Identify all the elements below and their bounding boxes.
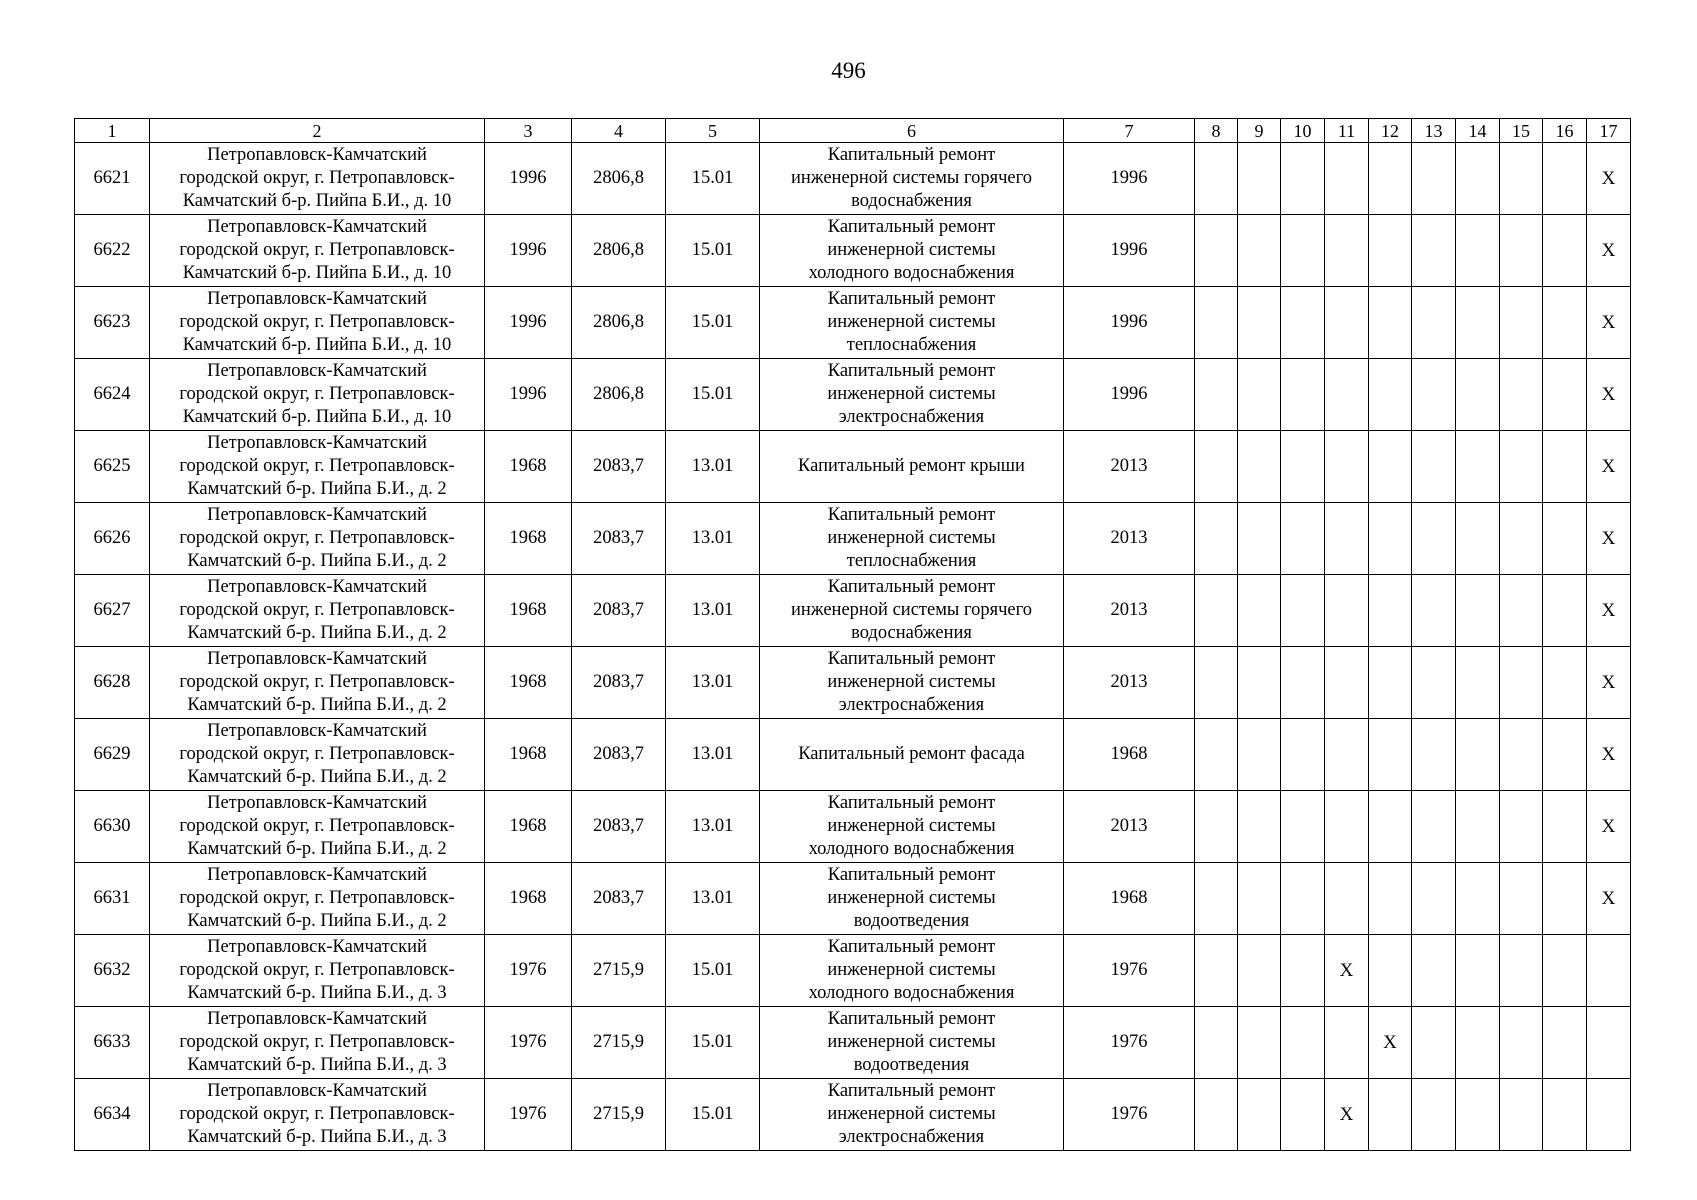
row-number: 6627 bbox=[75, 575, 150, 647]
mark-cell-col-13 bbox=[1412, 575, 1456, 647]
mark-cell-col-13 bbox=[1412, 503, 1456, 575]
address-cell: Петропавловск-Камчатский городской округ, г. Петропавловск- Камчатский б-р. Пийпа Б.И., д. 2 bbox=[150, 575, 485, 647]
table-row bbox=[75, 431, 1631, 503]
mark-cell-col-8 bbox=[1195, 503, 1238, 575]
table-row bbox=[75, 647, 1631, 719]
mark-cell-col-16 bbox=[1543, 1079, 1587, 1151]
table-row bbox=[75, 863, 1631, 935]
mark-cell-col-16 bbox=[1543, 215, 1587, 287]
address-cell: Петропавловск-Камчатский городской округ, г. Петропавловск- Камчатский б-р. Пийпа Б.И., д. 10 bbox=[150, 359, 485, 431]
mark-cell-col-14 bbox=[1456, 287, 1500, 359]
table-row bbox=[75, 287, 1631, 359]
mark-cell-col-11 bbox=[1325, 791, 1369, 863]
address-cell: Петропавловск-Камчатский городской округ, г. Петропавловск- Камчатский б-р. Пийпа Б.И., д. 3 bbox=[150, 935, 485, 1007]
work-code-cell: 15.01 bbox=[666, 359, 760, 431]
mark-cell-col-16 bbox=[1543, 647, 1587, 719]
work-code-cell: 13.01 bbox=[666, 503, 760, 575]
mark-cell-col-8 bbox=[1195, 863, 1238, 935]
mark-cell-col-17: X bbox=[1587, 287, 1631, 359]
work-year-cell: 1976 bbox=[1064, 1007, 1195, 1079]
mark-cell-col-13 bbox=[1412, 143, 1456, 215]
address-cell: Петропавловск-Камчатский городской округ, г. Петропавловск- Камчатский б-р. Пийпа Б.И., д. 2 bbox=[150, 791, 485, 863]
table-row bbox=[75, 503, 1631, 575]
mark-cell-col-12 bbox=[1369, 359, 1412, 431]
address-cell: Петропавловск-Камчатский городской округ, г. Петропавловск- Камчатский б-р. Пийпа Б.И., д. 2 bbox=[150, 647, 485, 719]
area-cell: 2715,9 bbox=[572, 1079, 666, 1151]
mark-cell-col-14 bbox=[1456, 935, 1500, 1007]
mark-cell-col-11 bbox=[1325, 215, 1369, 287]
mark-cell-col-13 bbox=[1412, 647, 1456, 719]
mark-cell-col-17: X bbox=[1587, 431, 1631, 503]
work-type-cell: Капитальный ремонт инженерной системы электроснабжения bbox=[760, 1079, 1064, 1151]
area-cell: 2806,8 bbox=[572, 215, 666, 287]
area-cell: 2083,7 bbox=[572, 791, 666, 863]
column-header-2: 2 bbox=[150, 119, 485, 143]
build-year-cell: 1968 bbox=[485, 647, 572, 719]
work-type-cell: Капитальный ремонт крыши bbox=[760, 431, 1064, 503]
mark-cell-col-9 bbox=[1238, 647, 1281, 719]
row-number: 6622 bbox=[75, 215, 150, 287]
mark-cell-col-9 bbox=[1238, 575, 1281, 647]
table-row bbox=[75, 1079, 1631, 1151]
mark-cell-col-14 bbox=[1456, 1079, 1500, 1151]
column-header-16: 16 bbox=[1543, 119, 1587, 143]
mark-cell-col-10 bbox=[1281, 287, 1325, 359]
row-number: 6631 bbox=[75, 863, 150, 935]
mark-cell-col-12 bbox=[1369, 935, 1412, 1007]
work-type-cell: Капитальный ремонт инженерной системы водоотведения bbox=[760, 1007, 1064, 1079]
mark-cell-col-9 bbox=[1238, 431, 1281, 503]
mark-cell-col-16 bbox=[1543, 143, 1587, 215]
mark-cell-col-14 bbox=[1456, 647, 1500, 719]
mark-cell-col-8 bbox=[1195, 647, 1238, 719]
mark-cell-col-10 bbox=[1281, 215, 1325, 287]
mark-cell-col-8 bbox=[1195, 431, 1238, 503]
mark-cell-col-9 bbox=[1238, 719, 1281, 791]
mark-cell-col-13 bbox=[1412, 719, 1456, 791]
column-header-7: 7 bbox=[1064, 119, 1195, 143]
mark-cell-col-14 bbox=[1456, 791, 1500, 863]
mark-cell-col-10 bbox=[1281, 791, 1325, 863]
area-cell: 2806,8 bbox=[572, 287, 666, 359]
work-year-cell: 1996 bbox=[1064, 287, 1195, 359]
column-header-4: 4 bbox=[572, 119, 666, 143]
mark-cell-col-16 bbox=[1543, 503, 1587, 575]
mark-cell-col-12 bbox=[1369, 719, 1412, 791]
mark-cell-col-15 bbox=[1500, 143, 1543, 215]
mark-cell-col-10 bbox=[1281, 863, 1325, 935]
mark-cell-col-11 bbox=[1325, 863, 1369, 935]
mark-cell-col-15 bbox=[1500, 935, 1543, 1007]
build-year-cell: 1968 bbox=[485, 503, 572, 575]
mark-cell-col-17: X bbox=[1587, 863, 1631, 935]
mark-cell-col-15 bbox=[1500, 431, 1543, 503]
area-cell: 2806,8 bbox=[572, 143, 666, 215]
address-cell: Петропавловск-Камчатский городской округ, г. Петропавловск- Камчатский б-р. Пийпа Б.И., д. 10 bbox=[150, 143, 485, 215]
mark-cell-col-15 bbox=[1500, 1079, 1543, 1151]
build-year-cell: 1968 bbox=[485, 791, 572, 863]
mark-cell-col-15 bbox=[1500, 791, 1543, 863]
column-header-17: 17 bbox=[1587, 119, 1631, 143]
column-header-5: 5 bbox=[666, 119, 760, 143]
mark-cell-col-10 bbox=[1281, 1079, 1325, 1151]
mark-cell-col-12 bbox=[1369, 143, 1412, 215]
table-row bbox=[75, 359, 1631, 431]
mark-cell-col-17: X bbox=[1587, 143, 1631, 215]
mark-cell-col-8 bbox=[1195, 575, 1238, 647]
area-cell: 2083,7 bbox=[572, 431, 666, 503]
mark-cell-col-13 bbox=[1412, 287, 1456, 359]
build-year-cell: 1996 bbox=[485, 143, 572, 215]
row-number: 6629 bbox=[75, 719, 150, 791]
build-year-cell: 1968 bbox=[485, 719, 572, 791]
mark-cell-col-10 bbox=[1281, 143, 1325, 215]
mark-cell-col-11 bbox=[1325, 287, 1369, 359]
build-year-cell: 1996 bbox=[485, 287, 572, 359]
mark-cell-col-8 bbox=[1195, 791, 1238, 863]
mark-cell-col-12 bbox=[1369, 503, 1412, 575]
row-number: 6624 bbox=[75, 359, 150, 431]
mark-cell-col-17 bbox=[1587, 1079, 1631, 1151]
mark-cell-col-15 bbox=[1500, 575, 1543, 647]
work-type-cell: Капитальный ремонт инженерной системы холодного водоснабжения bbox=[760, 791, 1064, 863]
mark-cell-col-15 bbox=[1500, 287, 1543, 359]
mark-cell-col-12 bbox=[1369, 647, 1412, 719]
work-year-cell: 1968 bbox=[1064, 719, 1195, 791]
mark-cell-col-13 bbox=[1412, 431, 1456, 503]
mark-cell-col-14 bbox=[1456, 215, 1500, 287]
work-year-cell: 1996 bbox=[1064, 215, 1195, 287]
table-row bbox=[75, 1007, 1631, 1079]
mark-cell-col-9 bbox=[1238, 287, 1281, 359]
row-number: 6626 bbox=[75, 503, 150, 575]
column-header-13: 13 bbox=[1412, 119, 1456, 143]
table-row bbox=[75, 143, 1631, 215]
mark-cell-col-11: X bbox=[1325, 935, 1369, 1007]
mark-cell-col-13 bbox=[1412, 359, 1456, 431]
mark-cell-col-10 bbox=[1281, 431, 1325, 503]
work-year-cell: 1976 bbox=[1064, 935, 1195, 1007]
address-cell: Петропавловск-Камчатский городской округ, г. Петропавловск- Камчатский б-р. Пийпа Б.И., д. 2 bbox=[150, 503, 485, 575]
mark-cell-col-17: X bbox=[1587, 791, 1631, 863]
work-year-cell: 1996 bbox=[1064, 359, 1195, 431]
mark-cell-col-10 bbox=[1281, 359, 1325, 431]
work-code-cell: 13.01 bbox=[666, 431, 760, 503]
mark-cell-col-8 bbox=[1195, 719, 1238, 791]
row-number: 6630 bbox=[75, 791, 150, 863]
row-number: 6623 bbox=[75, 287, 150, 359]
row-number: 6632 bbox=[75, 935, 150, 1007]
work-code-cell: 13.01 bbox=[666, 719, 760, 791]
mark-cell-col-15 bbox=[1500, 503, 1543, 575]
mark-cell-col-12 bbox=[1369, 791, 1412, 863]
column-header-12: 12 bbox=[1369, 119, 1412, 143]
mark-cell-col-16 bbox=[1543, 863, 1587, 935]
mark-cell-col-9 bbox=[1238, 1079, 1281, 1151]
mark-cell-col-12 bbox=[1369, 215, 1412, 287]
table-row bbox=[75, 719, 1631, 791]
page-number: 496 bbox=[831, 58, 866, 83]
row-number: 6633 bbox=[75, 1007, 150, 1079]
mark-cell-col-9 bbox=[1238, 791, 1281, 863]
mark-cell-col-12 bbox=[1369, 287, 1412, 359]
address-cell: Петропавловск-Камчатский городской округ, г. Петропавловск- Камчатский б-р. Пийпа Б.И., д. 2 bbox=[150, 719, 485, 791]
mark-cell-col-13 bbox=[1412, 935, 1456, 1007]
address-cell: Петропавловск-Камчатский городской округ, г. Петропавловск- Камчатский б-р. Пийпа Б.И., д. 10 bbox=[150, 287, 485, 359]
mark-cell-col-9 bbox=[1238, 935, 1281, 1007]
area-cell: 2715,9 bbox=[572, 935, 666, 1007]
mark-cell-col-10 bbox=[1281, 575, 1325, 647]
column-header-14: 14 bbox=[1456, 119, 1500, 143]
table-row bbox=[75, 935, 1631, 1007]
mark-cell-col-9 bbox=[1238, 863, 1281, 935]
mark-cell-col-12 bbox=[1369, 863, 1412, 935]
mark-cell-col-10 bbox=[1281, 719, 1325, 791]
mark-cell-col-16 bbox=[1543, 287, 1587, 359]
work-code-cell: 15.01 bbox=[666, 215, 760, 287]
mark-cell-col-9 bbox=[1238, 503, 1281, 575]
work-year-cell: 2013 bbox=[1064, 431, 1195, 503]
mark-cell-col-17 bbox=[1587, 1007, 1631, 1079]
mark-cell-col-13 bbox=[1412, 1007, 1456, 1079]
column-header-1: 1 bbox=[75, 119, 150, 143]
mark-cell-col-8 bbox=[1195, 143, 1238, 215]
work-year-cell: 2013 bbox=[1064, 503, 1195, 575]
mark-cell-col-11 bbox=[1325, 719, 1369, 791]
mark-cell-col-8 bbox=[1195, 1007, 1238, 1079]
mark-cell-col-14 bbox=[1456, 863, 1500, 935]
mark-cell-col-13 bbox=[1412, 863, 1456, 935]
work-year-cell: 1996 bbox=[1064, 143, 1195, 215]
work-year-cell: 1968 bbox=[1064, 863, 1195, 935]
work-code-cell: 13.01 bbox=[666, 791, 760, 863]
work-code-cell: 15.01 bbox=[666, 935, 760, 1007]
row-number: 6621 bbox=[75, 143, 150, 215]
mark-cell-col-11 bbox=[1325, 503, 1369, 575]
mark-cell-col-10 bbox=[1281, 1007, 1325, 1079]
work-year-cell: 1976 bbox=[1064, 1079, 1195, 1151]
mark-cell-col-10 bbox=[1281, 503, 1325, 575]
mark-cell-col-8 bbox=[1195, 1079, 1238, 1151]
mark-cell-col-8 bbox=[1195, 359, 1238, 431]
mark-cell-col-15 bbox=[1500, 863, 1543, 935]
build-year-cell: 1976 bbox=[485, 1079, 572, 1151]
mark-cell-col-17: X bbox=[1587, 503, 1631, 575]
address-cell: Петропавловск-Камчатский городской округ, г. Петропавловск- Камчатский б-р. Пийпа Б.И., д. 3 bbox=[150, 1079, 485, 1151]
column-header-9: 9 bbox=[1238, 119, 1281, 143]
mark-cell-col-17: X bbox=[1587, 575, 1631, 647]
column-header-8: 8 bbox=[1195, 119, 1238, 143]
mark-cell-col-12 bbox=[1369, 431, 1412, 503]
mark-cell-col-16 bbox=[1543, 719, 1587, 791]
mark-cell-col-16 bbox=[1543, 1007, 1587, 1079]
mark-cell-col-13 bbox=[1412, 215, 1456, 287]
mark-cell-col-14 bbox=[1456, 503, 1500, 575]
build-year-cell: 1976 bbox=[485, 1007, 572, 1079]
mark-cell-col-11 bbox=[1325, 647, 1369, 719]
mark-cell-col-14 bbox=[1456, 575, 1500, 647]
table-row bbox=[75, 215, 1631, 287]
address-cell: Петропавловск-Камчатский городской округ, г. Петропавловск- Камчатский б-р. Пийпа Б.И., д. 2 bbox=[150, 863, 485, 935]
mark-cell-col-8 bbox=[1195, 287, 1238, 359]
mark-cell-col-9 bbox=[1238, 143, 1281, 215]
mark-cell-col-12 bbox=[1369, 1079, 1412, 1151]
mark-cell-col-15 bbox=[1500, 647, 1543, 719]
work-type-cell: Капитальный ремонт инженерной системы холодного водоснабжения bbox=[760, 215, 1064, 287]
area-cell: 2715,9 bbox=[572, 1007, 666, 1079]
mark-cell-col-15 bbox=[1500, 359, 1543, 431]
work-code-cell: 15.01 bbox=[666, 1079, 760, 1151]
mark-cell-col-14 bbox=[1456, 1007, 1500, 1079]
build-year-cell: 1976 bbox=[485, 935, 572, 1007]
area-cell: 2083,7 bbox=[572, 647, 666, 719]
mark-cell-col-17: X bbox=[1587, 359, 1631, 431]
area-cell: 2083,7 bbox=[572, 719, 666, 791]
work-code-cell: 13.01 bbox=[666, 575, 760, 647]
work-code-cell: 13.01 bbox=[666, 647, 760, 719]
mark-cell-col-14 bbox=[1456, 719, 1500, 791]
mark-cell-col-9 bbox=[1238, 215, 1281, 287]
table-row bbox=[75, 575, 1631, 647]
work-type-cell: Капитальный ремонт инженерной системы теплоснабжения bbox=[760, 287, 1064, 359]
work-type-cell: Капитальный ремонт инженерной системы холодного водоснабжения bbox=[760, 935, 1064, 1007]
mark-cell-col-10 bbox=[1281, 647, 1325, 719]
column-header-10: 10 bbox=[1281, 119, 1325, 143]
mark-cell-col-15 bbox=[1500, 1007, 1543, 1079]
area-cell: 2806,8 bbox=[572, 359, 666, 431]
mark-cell-col-14 bbox=[1456, 359, 1500, 431]
table-body bbox=[75, 119, 1631, 1151]
mark-cell-col-11 bbox=[1325, 431, 1369, 503]
mark-cell-col-16 bbox=[1543, 359, 1587, 431]
mark-cell-col-17: X bbox=[1587, 719, 1631, 791]
mark-cell-col-11: X bbox=[1325, 1079, 1369, 1151]
row-number: 6628 bbox=[75, 647, 150, 719]
mark-cell-col-8 bbox=[1195, 215, 1238, 287]
build-year-cell: 1996 bbox=[485, 215, 572, 287]
build-year-cell: 1968 bbox=[485, 863, 572, 935]
mark-cell-col-13 bbox=[1412, 791, 1456, 863]
mark-cell-col-10 bbox=[1281, 935, 1325, 1007]
mark-cell-col-8 bbox=[1195, 935, 1238, 1007]
work-type-cell: Капитальный ремонт фасада bbox=[760, 719, 1064, 791]
work-code-cell: 15.01 bbox=[666, 287, 760, 359]
work-code-cell: 15.01 bbox=[666, 143, 760, 215]
work-type-cell: Капитальный ремонт инженерной системы горячего водоснабжения bbox=[760, 143, 1064, 215]
mark-cell-col-15 bbox=[1500, 215, 1543, 287]
mark-cell-col-13 bbox=[1412, 1079, 1456, 1151]
mark-cell-col-12: X bbox=[1369, 1007, 1412, 1079]
work-type-cell: Капитальный ремонт инженерной системы электроснабжения bbox=[760, 647, 1064, 719]
area-cell: 2083,7 bbox=[572, 575, 666, 647]
mark-cell-col-9 bbox=[1238, 1007, 1281, 1079]
address-cell: Петропавловск-Камчатский городской округ, г. Петропавловск- Камчатский б-р. Пийпа Б.И., д. 10 bbox=[150, 215, 485, 287]
area-cell: 2083,7 bbox=[572, 503, 666, 575]
column-header-3: 3 bbox=[485, 119, 572, 143]
build-year-cell: 1996 bbox=[485, 359, 572, 431]
work-year-cell: 2013 bbox=[1064, 575, 1195, 647]
address-cell: Петропавловск-Камчатский городской округ, г. Петропавловск- Камчатский б-р. Пийпа Б.И., д. 3 bbox=[150, 1007, 485, 1079]
mark-cell-col-11 bbox=[1325, 359, 1369, 431]
row-number: 6625 bbox=[75, 431, 150, 503]
mark-cell-col-15 bbox=[1500, 719, 1543, 791]
work-type-cell: Капитальный ремонт инженерной системы теплоснабжения bbox=[760, 503, 1064, 575]
mark-cell-col-16 bbox=[1543, 935, 1587, 1007]
row-number: 6634 bbox=[75, 1079, 150, 1151]
mark-cell-col-17: X bbox=[1587, 215, 1631, 287]
column-number-header-row bbox=[75, 119, 1631, 143]
mark-cell-col-17 bbox=[1587, 935, 1631, 1007]
mark-cell-col-11 bbox=[1325, 143, 1369, 215]
mark-cell-col-14 bbox=[1456, 431, 1500, 503]
work-code-cell: 15.01 bbox=[666, 1007, 760, 1079]
column-header-11: 11 bbox=[1325, 119, 1369, 143]
address-cell: Петропавловск-Камчатский городской округ, г. Петропавловск- Камчатский б-р. Пийпа Б.И., д. 2 bbox=[150, 431, 485, 503]
work-year-cell: 2013 bbox=[1064, 647, 1195, 719]
column-header-6: 6 bbox=[760, 119, 1064, 143]
work-type-cell: Капитальный ремонт инженерной системы электроснабжения bbox=[760, 359, 1064, 431]
build-year-cell: 1968 bbox=[485, 575, 572, 647]
work-year-cell: 2013 bbox=[1064, 791, 1195, 863]
mark-cell-col-14 bbox=[1456, 143, 1500, 215]
mark-cell-col-11 bbox=[1325, 1007, 1369, 1079]
work-code-cell: 13.01 bbox=[666, 863, 760, 935]
mark-cell-col-16 bbox=[1543, 431, 1587, 503]
repair-register-table bbox=[74, 118, 1631, 1151]
mark-cell-col-16 bbox=[1543, 575, 1587, 647]
work-type-cell: Капитальный ремонт инженерной системы водоотведения bbox=[760, 863, 1064, 935]
work-type-cell: Капитальный ремонт инженерной системы горячего водоснабжения bbox=[760, 575, 1064, 647]
column-header-15: 15 bbox=[1500, 119, 1543, 143]
mark-cell-col-11 bbox=[1325, 575, 1369, 647]
table-row bbox=[75, 791, 1631, 863]
mark-cell-col-17: X bbox=[1587, 647, 1631, 719]
build-year-cell: 1968 bbox=[485, 431, 572, 503]
area-cell: 2083,7 bbox=[572, 863, 666, 935]
mark-cell-col-12 bbox=[1369, 575, 1412, 647]
mark-cell-col-9 bbox=[1238, 359, 1281, 431]
mark-cell-col-16 bbox=[1543, 791, 1587, 863]
